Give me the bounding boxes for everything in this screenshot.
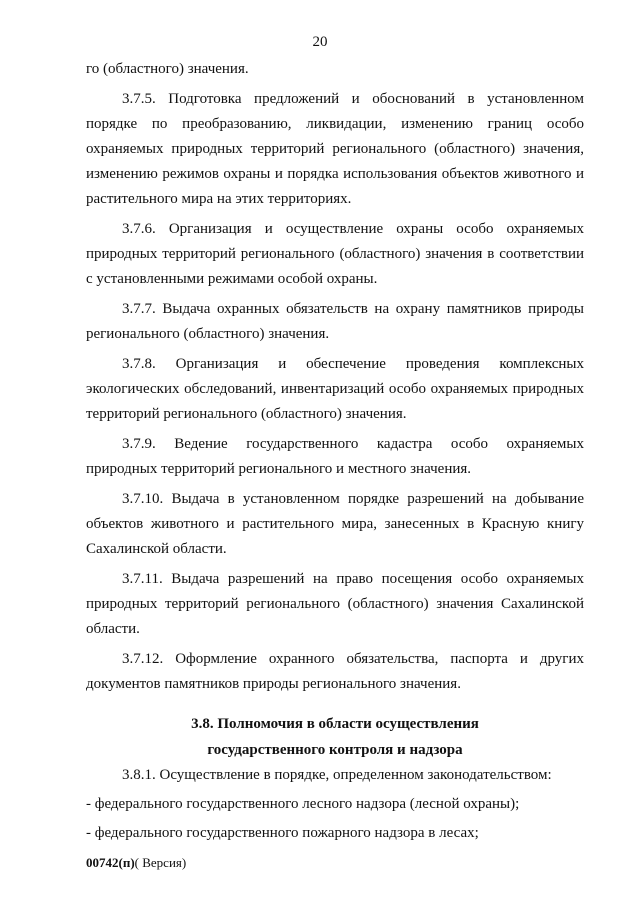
footer (86, 855, 186, 871)
paragraph-3-7-8: 3.7.8. Организация и обеспечение проведения комплексных экологических обследований, инвентаризаций особо охраняемых природных территорий регионального (областного) значения. (86, 356, 584, 422)
paragraph-3-7-10: 3.7.10. Выдача в установленном порядке разрешений на добывание объектов животного и растительного мира, занесенных в Красную книгу Сахалинской области. (86, 491, 584, 557)
document-body (86, 57, 584, 850)
list-item: - федерального государственного лесного надзора (лесной охраны); (86, 796, 520, 812)
paragraph-3-8-1: 3.8.1. Осуществление в порядке, определенном законодательством: (122, 767, 552, 783)
paragraph-continuation: го (областного) значения. (86, 61, 249, 77)
paragraph-3-7-12: 3.7.12. Оформление охранного обязательства, паспорта и других документов памятников природы регионального значения. (86, 651, 584, 692)
section-heading-line-1: 3.8. Полномочия в области осуществления (191, 716, 479, 732)
paragraph-3-7-5: 3.7.5. Подготовка предложений и обоснований в установленном порядке по преобразованию, ликвидации, изменению границ особо охраняемых природных территорий регионального (областного) значения, изменению режимов охраны и порядка использования объектов животного и растительного мира на этих территориях. (86, 91, 584, 207)
paragraph-3-7-6: 3.7.6. Организация и осуществление охраны особо охраняемых природных территорий регионального (областного) значения в соответствии с установленными режимами особой охраны. (86, 221, 584, 287)
document-code: 00742(п) (86, 855, 135, 870)
paragraph-3-7-7: 3.7.7. Выдача охранных обязательств на охрану памятников природы регионального (областного) значения. (86, 301, 584, 342)
section-heading (86, 711, 584, 763)
paragraph-3-7-11: 3.7.11. Выдача разрешений на право посещения особо охраняемых природных территорий регионального (областного) значения Сахалинской области. (86, 571, 584, 637)
paragraph-3-7-9: 3.7.9. Ведение государственного кадастра особо охраняемых природных территорий регионального и местного значения. (86, 436, 584, 477)
section-heading-line-2: государственного контроля и надзора (207, 742, 463, 758)
version-label: ( Версия) (134, 855, 187, 870)
page-number: 20 (312, 34, 328, 50)
list-item: - федерального государственного пожарного надзора в лесах; (86, 825, 479, 841)
